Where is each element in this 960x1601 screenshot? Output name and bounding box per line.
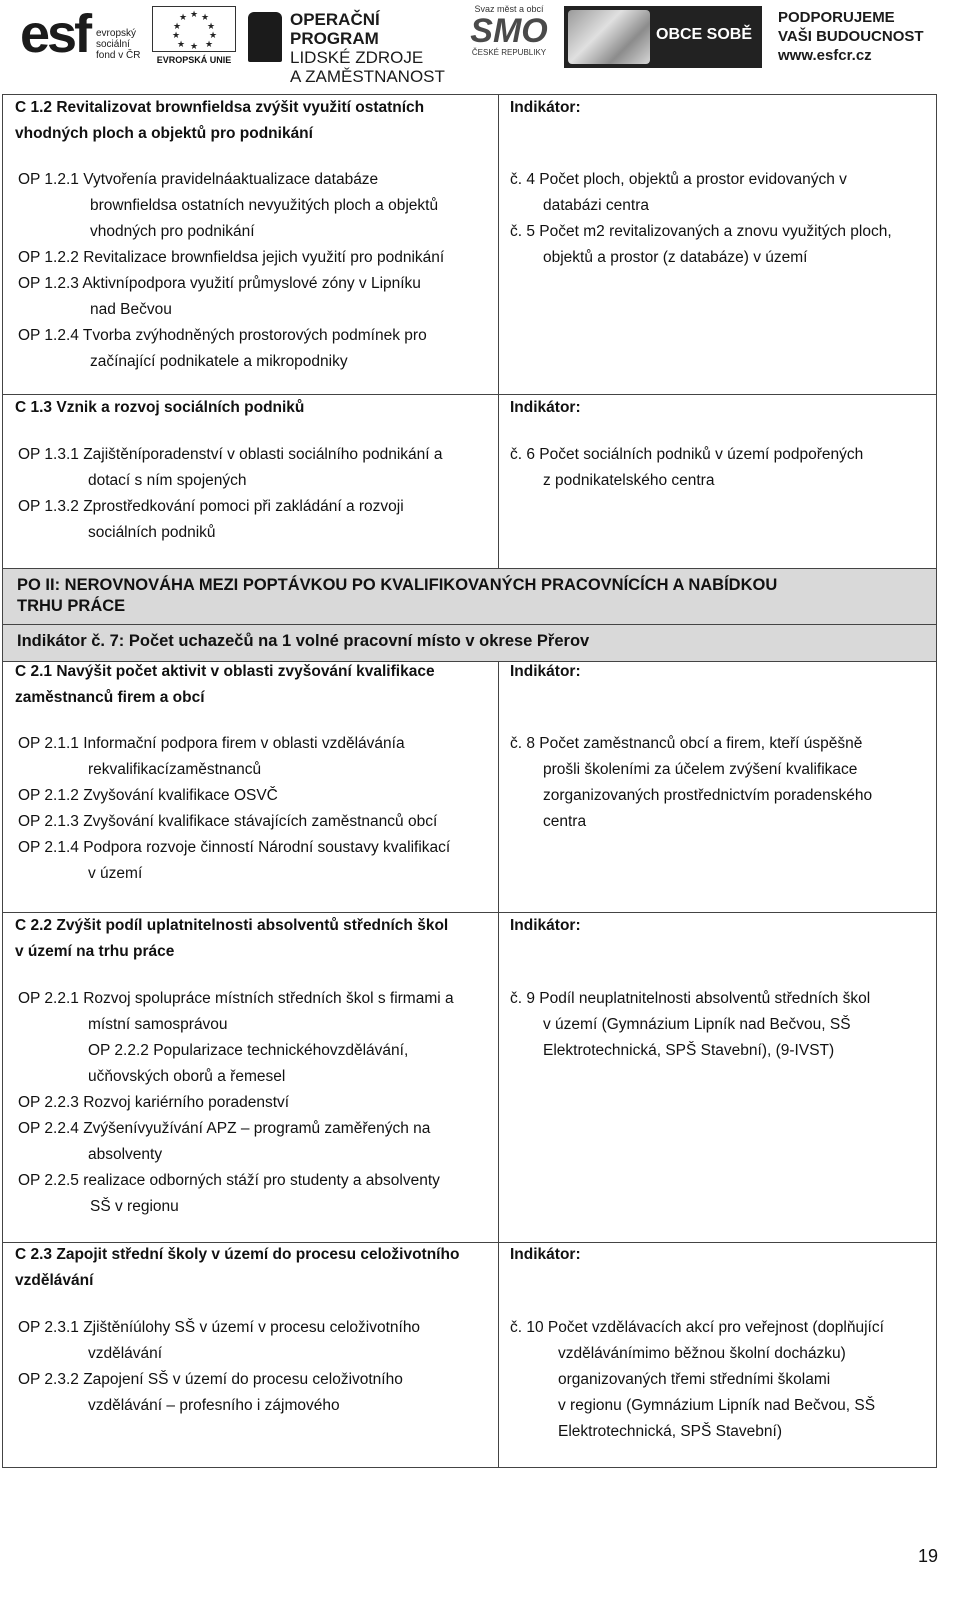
c21-indicator-label: Indikátor:: [510, 663, 581, 680]
po2-indicator: Indikátor č. 7: Počet uchazečů na 1 volné pracovní místo v okrese Přerov: [17, 632, 590, 650]
c23-title: C 2.3 Zapojit střední školy v území do procesu celoživotního vzdělávání: [15, 1246, 460, 1289]
c13-indicator-list: č. 6 Počet sociálních podniků v území podpořených z podnikatelského centra: [510, 446, 864, 489]
support-slogan: PODPORUJEME VAŠI BUDOUCNOST www.esfcr.cz: [778, 9, 924, 64]
c12-op-list: OP 1.2.1 Vytvořenía pravidelnáaktualizace databáze brownfieldsa ostatních nevyužitých ploch a objektů vhodných pro podnikání OP 1.2.2 Revitalizace brownfieldsa jejich využití pro podnikání OP 1.2.3 Aktivnípodpora využití průmyslové zóny v Lipníku nad Bečvou OP 1.2.4 Tvorba zvýhodněných prostorových podmínek pro začínající podnikatele a mikropodniky: [18, 171, 445, 370]
c12-title: C 1.2 Revitalizovat brownfieldsa zvýšit využití ostatních vhodných ploch a objektů pro podnikání: [15, 99, 425, 142]
c13-indicator-label: Indikátor:: [510, 399, 581, 416]
op-lzz-logo: OPERAČNÍ PROGRAM LIDSKÉ ZDROJE A ZAMĚSTNANOST: [248, 6, 458, 66]
eu-logo: ★ ★ ★ ★ ★ ★ ★ ★ ★ ★ EVROPSKÁ UNIE: [152, 6, 236, 66]
eu-flag-icon: ★ ★ ★ ★ ★ ★ ★ ★ ★ ★: [152, 6, 236, 52]
esf-logo: esf evropský sociální fond v ČR: [20, 4, 141, 64]
puzzle-icon: [568, 10, 650, 64]
logo-strip: [0, 0, 960, 86]
c13-title: C 1.3 Vznik a rozvoj sociálních podniků: [15, 399, 305, 416]
po2-title: PO II: NEROVNOVÁHA MEZI POPTÁVKOU PO KVALIFIKOVANÝCH PRACOVNÍCÍCH A NABÍDKOU TRHU PRÁCE: [17, 576, 778, 615]
c21-op-list: OP 2.1.1 Informační podpora firem v oblasti vzdělávánía rekvalifikacízaměstnanců OP 2.1.2 Zvyšování kvalifikace OSVČ OP 2.1.3 Zvyšování kvalifikace stávajících zaměstnanců obcí OP 2.1.4 Podpora rozvoje činností Národní soustavy kvalifikací v území: [18, 735, 451, 882]
c12-indicator-list: č. 4 Počet ploch, objektů a prostor evidovaných v databázi centra č. 5 Počet m2 revitalizovaných a znovu využitých ploch, objektů a prostor (z databáze) v území: [510, 171, 892, 266]
op-mark-icon: [248, 12, 282, 62]
page-number: 19: [917, 1546, 938, 1566]
smo-logo: Svaz měst a obcí SMO ČESKÉ REPUBLIKY: [470, 4, 548, 57]
c23-indicator-list: č. 10 Počet vzdělávacích akcí pro veřejnost (doplňující vzdělávánímimo běžnou školní docházku) organizovaných třemi středními školami v regionu (Gymnázium Lipník nad Bečvou, SŠ Elektrotechnická, SPŠ Stavební): [510, 1319, 884, 1440]
c22-op-list: OP 2.2.1 Rozvoj spolupráce místních středních škol s firmami a místní samosprávou OP 2.2.2 Popularizace technickéhovzdělávání, učňovských oborů a řemesel OP 2.2.3 Rozvoj kariérního poradenství OP 2.2.4 Zvýšenívyužívání APZ – programů zaměřených na absolventy OP 2.2.5 realizace odborných stáží pro studenty a absolventy SŠ v regionu: [18, 990, 454, 1215]
c22-indicator-list: č. 9 Podíl neuplatnitelnosti absolventů středních škol v území (Gymnázium Lipník nad Bečvou, SŠ Elektrotechnická, SPŠ Stavební), (9-IVST): [510, 990, 871, 1059]
c22-indicator-label: Indikátor:: [510, 917, 581, 934]
goals-table: [2, 94, 937, 1468]
c21-title: C 2.1 Navýšit počet aktivit v oblasti zvyšování kvalifikace zaměstnanců firem a obcí: [15, 663, 435, 706]
c23-indicator-label: Indikátor:: [510, 1246, 581, 1263]
c21-indicator-list: č. 8 Počet zaměstnanců obcí a firem, kteří úspěšně prošli školeními za účelem zvýšení kvalifikace zorganizovaných prostřednictvím poradenského centra: [510, 735, 873, 830]
c22-title: C 2.2 Zvýšit podíl uplatnitelnosti absolventů středních škol v území na trhu práce: [15, 917, 449, 960]
obce-sobe-logo: OBCE SOBĚ: [564, 6, 762, 68]
c13-op-list: OP 1.3.1 Zajištěníporadenství v oblasti sociálního podnikání a dotací s ním spojených OP 1.3.2 Zprostředkování pomoci při zakládání a rozvoji sociálních podniků: [18, 446, 443, 541]
c23-op-list: OP 2.3.1 Zjištěníúlohy SŠ v území v procesu celoživotního vzdělávání OP 2.3.2 Zapojení SŠ v území do procesu celoživotního vzdělávání – profesního i zájmového: [18, 1319, 421, 1414]
c12-indicator-label: Indikátor:: [510, 99, 581, 116]
